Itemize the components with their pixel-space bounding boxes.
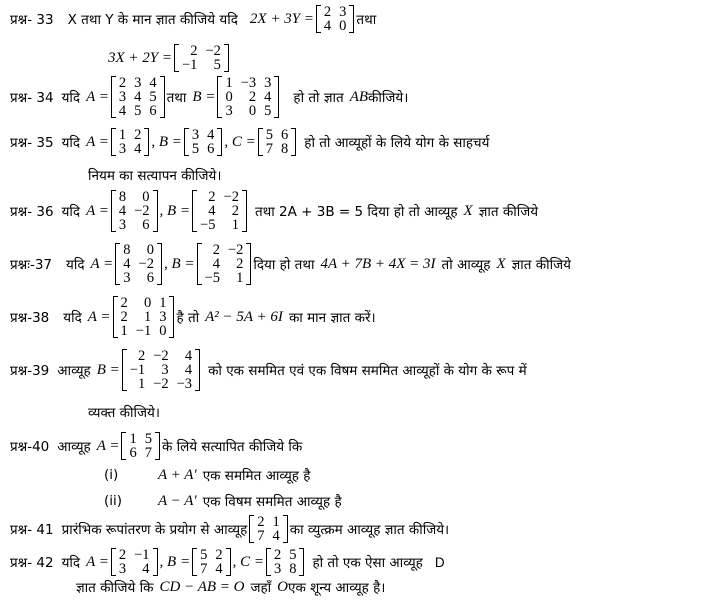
matrix-cell: 8 (118, 189, 127, 205)
matrix (111, 128, 150, 156)
matrix-cell: 2 (137, 348, 146, 364)
matrix-cell: 1 (120, 323, 128, 339)
question-text: तो आव्यूह (441, 257, 491, 273)
matrix-cell: 2 (118, 75, 127, 91)
question-35 (10, 128, 489, 156)
matrix-cell: 7 (144, 445, 152, 461)
matrix-cell: 1 (143, 309, 152, 325)
matrix-cell: 2 (212, 242, 220, 258)
matrix-name: A = (96, 437, 120, 454)
matrix-cells (197, 190, 242, 232)
question-text: आव्यूह (57, 439, 91, 455)
matrix-cells (179, 44, 224, 72)
matrix-cell: 3 (118, 217, 127, 233)
matrix-cell: 5 (134, 103, 142, 119)
question-text: यदि (61, 135, 81, 151)
matrix-cell: 4 (207, 127, 215, 143)
matrix-name: , C = (224, 133, 256, 150)
matrix-cells (127, 349, 195, 391)
matrix-cell: 3 (273, 561, 282, 577)
matrix-bracket-right (160, 76, 165, 118)
matrix-cell: 4 (264, 89, 272, 105)
matrix-bracket-right (349, 5, 354, 33)
question-text: यदि (63, 310, 82, 326)
matrix-cell: 3 (159, 309, 167, 325)
matrix (111, 76, 165, 118)
question-label: प्रश्न- 42 (10, 555, 54, 571)
matrix-bracket-right (226, 548, 231, 576)
question-text: का मान ज्ञात करें। (288, 310, 376, 326)
matrix-cells (271, 548, 300, 576)
matrix-cells (321, 5, 350, 33)
part-number: (ii) (104, 493, 123, 509)
matrix-cell: 4 (118, 103, 127, 119)
matrix-cell: 4 (212, 256, 220, 272)
matrix-cell: 1 (236, 270, 244, 286)
question-text: ज्ञात कीजिये कि (76, 580, 154, 596)
question-label: प्रश्न- 35 (10, 135, 54, 151)
matrix-cell: 5 (149, 89, 157, 105)
matrix-cell: 6 (281, 127, 289, 143)
matrix-cell: 2 (248, 89, 257, 105)
matrix-bracket-right (217, 128, 222, 156)
matrix-cell: −3 (176, 376, 193, 392)
matrix-bracket-right (155, 432, 160, 460)
matrix (217, 76, 279, 118)
matrix-cell: 3 (339, 4, 347, 20)
matrix-bracket-right (299, 548, 304, 576)
matrix-cell: −3 (240, 75, 257, 91)
expression: X (496, 255, 506, 272)
matrix-cell: 3 (225, 103, 233, 119)
question-text: कीजिये। (368, 90, 409, 106)
matrix-cell: 3 (118, 89, 127, 105)
matrix (111, 190, 158, 232)
matrix-cell: 2 (236, 256, 244, 272)
question-text: प्रारंभिक रूपांतरण के प्रयोग से आव्यूह (61, 522, 248, 538)
matrix (316, 5, 355, 33)
question-text: यदि (61, 555, 81, 571)
matrix-name: , C = (232, 553, 264, 570)
expression: CD − AB = O (159, 578, 245, 595)
question-text: है तो (176, 310, 200, 326)
matrix-cell: −2 (227, 242, 244, 258)
matrix-cell: −1 (135, 323, 152, 339)
matrix-cells (116, 128, 145, 156)
question-40 (10, 432, 302, 460)
matrix (121, 432, 160, 460)
matrix-cells (120, 243, 157, 285)
matrix-bracket-right (157, 243, 162, 285)
matrix-name: A = (86, 202, 109, 219)
matrix-bracket-right (224, 44, 229, 72)
matrix-bracket-right (246, 243, 251, 285)
matrix (113, 296, 175, 338)
question-39 (10, 349, 527, 391)
matrix-cell: 2 (134, 127, 142, 143)
question-42 (10, 548, 445, 576)
matrix-cell: 2 (118, 547, 127, 563)
question-text: एक शून्य आव्यूह है। (288, 580, 386, 596)
matrix-bracket-right (195, 349, 200, 391)
matrix (115, 243, 162, 285)
matrix-cell: 2 (120, 309, 128, 325)
matrix (192, 190, 247, 232)
matrix-cell: 5 (191, 141, 200, 157)
matrix (192, 548, 231, 576)
matrix-name: , B = (151, 133, 182, 150)
matrix-name: , B = (163, 255, 195, 272)
matrix-cell: 4 (323, 18, 332, 34)
matrix-cell: −2 (138, 256, 154, 272)
matrix (184, 128, 223, 156)
matrix-cell: 2 (257, 514, 265, 530)
matrix-cells (202, 243, 247, 285)
matrix-cell: 0 (142, 189, 150, 205)
matrix-name: A = (87, 308, 111, 325)
matrix-cell: 4 (184, 348, 193, 364)
matrix (122, 349, 200, 391)
matrix-cell: 4 (215, 561, 223, 577)
question-text: एक सममित आव्यूह है (202, 468, 311, 484)
matrix-cell: 6 (129, 445, 137, 461)
question-35-line2 (88, 166, 221, 184)
expression: D (434, 554, 445, 570)
matrix-cell: 7 (265, 141, 274, 157)
question-37 (10, 243, 571, 285)
matrix-cell: 4 (118, 203, 127, 219)
question-label: प्रश्न- 36 (10, 204, 54, 220)
question-text: आव्यूह (57, 363, 91, 379)
question-42-line2 (76, 578, 385, 596)
matrix-cell: 5 (200, 547, 208, 563)
matrix-cell: 8 (123, 242, 131, 258)
matrix-name: B = (192, 88, 216, 105)
question-39-line2 (88, 403, 160, 421)
matrix-bracket-right (153, 548, 158, 576)
matrix-cell: −5 (200, 217, 216, 233)
matrix-cell: 8 (289, 561, 297, 577)
matrix-cell: 5 (289, 547, 297, 563)
matrix-cell: 4 (134, 141, 142, 157)
matrix-cell: −2 (153, 376, 169, 392)
question-label: प्रश्न- 33 (10, 12, 54, 28)
matrix-cell: 1 (272, 514, 280, 530)
connector-text: तथा (356, 12, 377, 28)
matrix-cell: 6 (149, 103, 157, 119)
question-label: प्रश्न-39 (10, 363, 50, 379)
question-40-part-ii (104, 492, 342, 510)
matrix-cell: 2 (190, 43, 198, 59)
matrix-cell: 3 (161, 362, 169, 378)
question-text: का व्युत्क्रम आव्यूह ज्ञात कीजिये। (289, 522, 450, 538)
matrix-name: A = (90, 255, 114, 272)
matrix-cell: 2 (273, 547, 282, 563)
matrix-cell: 3 (134, 75, 142, 91)
matrix-cell: 4 (208, 203, 216, 219)
question-text: तथा 2A + 3B = 5 दिया हो तो आव्यूह (254, 204, 458, 220)
matrix-cell: 7 (257, 528, 265, 544)
question-text: यदि (66, 257, 85, 273)
matrix-bracket-right (153, 190, 158, 232)
question-label: प्रश्न- 41 (10, 522, 54, 538)
matrix-cell: −2 (134, 203, 150, 219)
matrix-cell: 3 (123, 270, 131, 286)
matrix-cells (263, 128, 292, 156)
expression: X (463, 202, 473, 219)
matrix-cells (116, 548, 153, 576)
matrix-cell: 4 (184, 362, 193, 378)
matrix-cell: 2 (208, 189, 216, 205)
question-33 (10, 5, 376, 33)
matrix-name: B = (96, 361, 120, 378)
matrix-bracket-right (242, 190, 247, 232)
matrix (197, 243, 252, 285)
question-label: प्रश्न- 34 (10, 90, 54, 106)
matrix-cell: 5 (144, 431, 152, 447)
matrix-cell: 2 (231, 203, 239, 219)
matrix-cell: −2 (153, 348, 169, 364)
matrix-cell: 6 (142, 217, 150, 233)
matrix (266, 548, 305, 576)
matrix-bracket-right (283, 515, 288, 543)
matrix-cell: −1 (182, 57, 198, 73)
matrix-name: A = (86, 133, 109, 150)
part-number: (i) (104, 467, 119, 483)
matrix-cell: 5 (265, 127, 274, 143)
question-text: दिया हो तथा (253, 257, 315, 273)
expression: 4A + 7B + 4X = 3I (320, 255, 436, 272)
question-label: प्रश्न-40 (10, 439, 50, 455)
matrix-cell: 1 (231, 217, 239, 233)
matrix-name: A = (86, 553, 109, 570)
matrix-cell: −1 (134, 547, 150, 563)
expression: A + A′ (158, 466, 197, 483)
matrix-cell: 3 (118, 561, 127, 577)
question-text: हो तो ज्ञात (293, 90, 344, 106)
matrix-cell: 1 (225, 75, 233, 91)
matrix-cells (189, 128, 218, 156)
question-text: व्यक्त कीजिये। (88, 405, 160, 421)
question-38 (10, 296, 376, 338)
matrix-cell: 5 (264, 103, 272, 119)
question-text: नियम का सत्यापन कीजिये। (88, 168, 222, 184)
matrix-cells (197, 548, 226, 576)
question-text: के लिये सत्यापित कीजिये कि (161, 439, 303, 455)
matrix-cell: 8 (281, 141, 289, 157)
matrix-cell: −2 (205, 43, 221, 59)
question-text: हो तो एक ऐसा आव्यूह (312, 555, 423, 571)
matrix-cell: 1 (159, 295, 167, 311)
matrix-cell: 1 (118, 127, 127, 143)
matrix-bracket-right (169, 296, 174, 338)
matrix (111, 548, 158, 576)
matrix-cell: 2 (215, 547, 223, 563)
matrix-cell: 3 (264, 75, 272, 91)
matrix (249, 515, 288, 543)
question-34 (10, 76, 408, 118)
matrix-cell: 4 (149, 75, 157, 91)
matrix-cells (126, 432, 155, 460)
matrix-cells (116, 76, 160, 118)
matrix-cells (118, 296, 170, 338)
matrix-cell: 6 (207, 141, 215, 157)
question-40-part-i (104, 466, 310, 484)
matrix-bracket-right (274, 76, 279, 118)
matrix-cells (222, 76, 274, 118)
matrix-cell: 4 (134, 89, 142, 105)
matrix-cell: 0 (159, 323, 167, 339)
expression: A² − 5A + 6I (205, 308, 283, 325)
question-text: को एक सममित एवं एक विषम सममित आव्यूहों के योग के रूप में (208, 363, 527, 379)
matrix (258, 128, 297, 156)
equation-lhs: 3X + 2Y = (108, 49, 172, 66)
matrix-name: A = (86, 88, 109, 105)
matrix-cell: 2 (120, 295, 128, 311)
matrix-cell: −1 (129, 362, 146, 378)
question-text: हो तो आव्यूहों के लिये योग के साहचर्य (304, 135, 490, 151)
matrix-cell: 0 (225, 89, 233, 105)
matrix-cell: 3 (118, 141, 127, 157)
matrix (174, 44, 229, 72)
matrix-cell: −2 (223, 189, 239, 205)
matrix-cell: 0 (143, 295, 152, 311)
equation-lhs: 2X + 3Y = (249, 10, 314, 27)
matrix-cell: 0 (146, 242, 154, 258)
expression: A − A′ (158, 492, 197, 509)
question-text: ज्ञात कीजिये (478, 204, 539, 220)
matrix-cell: 4 (272, 528, 280, 544)
matrix-bracket-right (144, 128, 149, 156)
matrix-name: , B = (159, 202, 191, 219)
connector-text: तथा (166, 90, 187, 106)
matrix-cell: 1 (137, 376, 146, 392)
matrix-cell: 0 (248, 103, 257, 119)
question-text: ज्ञात कीजिये (511, 257, 571, 273)
matrix-cell: 2 (323, 4, 332, 20)
matrix-cells (254, 515, 283, 543)
matrix-cell: 7 (200, 561, 208, 577)
question-text: यदि (61, 90, 81, 106)
expression: O (277, 578, 288, 595)
question-33-line2 (108, 44, 231, 72)
question-text: एक विषम सममित आव्यूह है (202, 494, 342, 510)
question-41 (10, 515, 449, 543)
question-label: प्रश्नः-37 (10, 257, 53, 273)
matrix-cells (116, 190, 153, 232)
expression: AB (349, 88, 369, 105)
matrix-cell: 6 (146, 270, 154, 286)
matrix-cell: 5 (213, 57, 221, 73)
matrix-cell: 1 (129, 431, 137, 447)
matrix-bracket-right (291, 128, 296, 156)
matrix-name: , B = (159, 553, 191, 570)
matrix-cell: 0 (339, 18, 347, 34)
question-label: प्रश्न-38 (10, 310, 50, 326)
question-text: X तथा Y के मान ज्ञात कीजिये यदि (67, 12, 238, 28)
matrix-cell: −5 (204, 270, 220, 286)
question-36 (10, 190, 538, 232)
question-text: यदि (61, 204, 81, 220)
matrix-cell: 4 (123, 256, 131, 272)
question-text: जहाँ (250, 580, 272, 596)
matrix-cell: 3 (191, 127, 200, 143)
matrix-cell: 4 (142, 561, 150, 577)
